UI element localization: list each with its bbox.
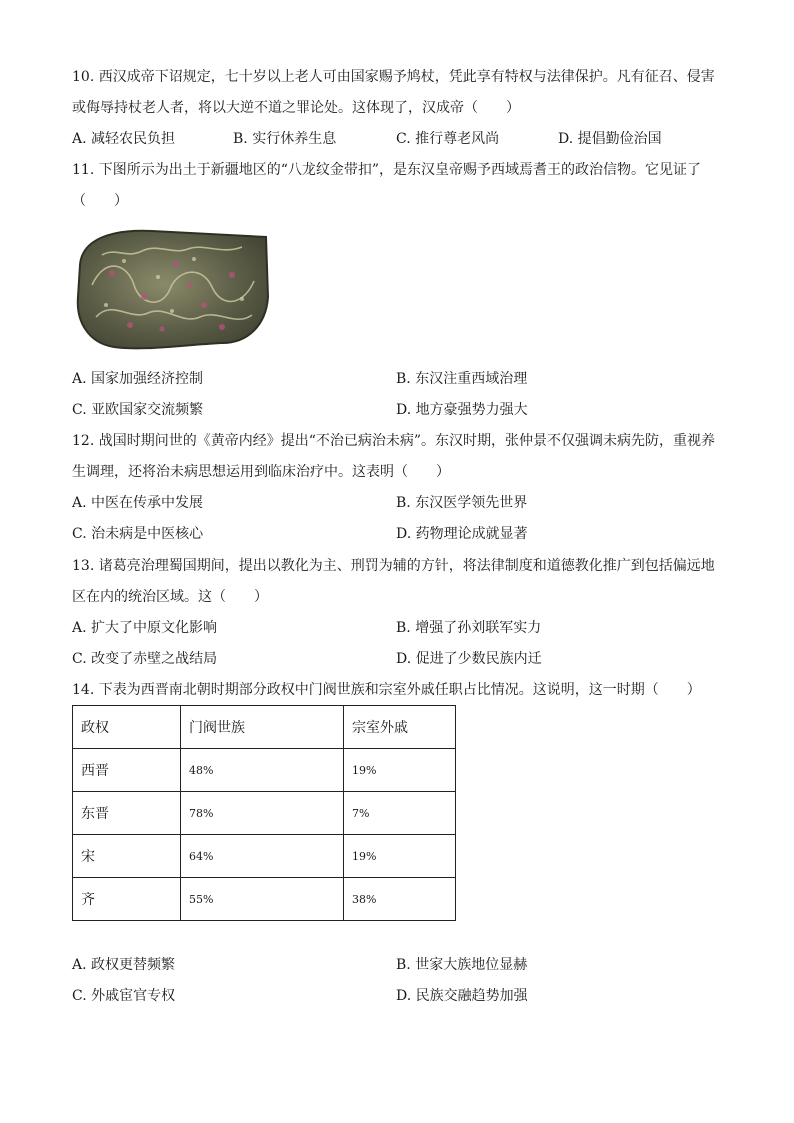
q13-option-d[interactable]: D. 促进了少数民族内迁 [396, 651, 542, 667]
table-cell-value: 38% [344, 878, 456, 921]
q10-option-b[interactable]: B. 实行休养生息 [233, 131, 337, 147]
q14-option-c[interactable]: C. 外戚宦官专权 [72, 988, 176, 1004]
q13-option-c[interactable]: C. 改变了赤壁之战结局 [72, 651, 218, 667]
table-cell-regime: 宋 [73, 835, 181, 878]
table-cell-value: 19% [344, 835, 456, 878]
q10-option-c[interactable]: C. 推行尊老风尚 [396, 131, 500, 147]
q12-stem-line-1: 12. 战国时期问世的《黄帝内经》提出“不治已病治未病”。东汉时期，张仲景不仅强调未病先防，重视养 [72, 433, 716, 449]
q11-option-d[interactable]: D. 地方豪强势力强大 [396, 402, 528, 418]
q13-option-a[interactable]: A. 扩大了中原文化影响 [72, 620, 218, 636]
table-header-cell: 门阀世族 [181, 706, 344, 749]
q13-option-b[interactable]: B. 增强了孙刘联军实力 [396, 620, 542, 636]
table-cell-value: 55% [181, 878, 344, 921]
q11-stem-line-1: 11. 下图所示为出土于新疆地区的“八龙纹金带扣”，是东汉皇帝赐予西域焉耆王的政治信物。它见证了 [72, 162, 702, 178]
table-row [73, 878, 456, 921]
q10-stem-line-1: 10. 西汉成帝下诏规定，七十岁以上老人可由国家赐予鸠杖，凭此享有特权与法律保护。凡有征召、侵害 [72, 69, 715, 85]
q10-option-d[interactable]: D. 提倡勤俭治国 [558, 131, 662, 147]
q11-option-b[interactable]: B. 东汉注重西域治理 [396, 371, 528, 387]
officials-ratio-table [72, 705, 456, 921]
table-cell-value: 7% [344, 792, 456, 835]
q12-option-b[interactable]: B. 东汉医学领先世界 [396, 495, 528, 511]
q12-stem-line-2: 生调理，还将治未病思想运用到临床治疗中。这表明（ ） [72, 464, 450, 480]
q12-option-a[interactable]: A. 中医在传承中发展 [72, 495, 204, 511]
table-cell-value: 64% [181, 835, 344, 878]
q12-option-c[interactable]: C. 治未病是中医核心 [72, 526, 204, 542]
q10-option-a[interactable]: A. 减轻农民负担 [72, 131, 176, 147]
table-cell-regime: 齐 [73, 878, 181, 921]
q14-option-b[interactable]: B. 世家大族地位显赫 [396, 957, 528, 973]
q11-option-a[interactable]: A. 国家加强经济控制 [72, 371, 204, 387]
table-cell-regime: 东晋 [73, 792, 181, 835]
q13-stem-line-1: 13. 诸葛亮治理蜀国期间，提出以教化为主、刑罚为辅的方针，将法律制度和道德教化推广到包括偏远地 [72, 558, 715, 574]
q13-stem-line-2: 区在内的统治区域。这（ ） [72, 589, 268, 605]
q11-option-c[interactable]: C. 亚欧国家交流频繁 [72, 402, 204, 418]
q14-stem-line-1: 14. 下表为西晋南北朝时期部分政权中门阀世族和宗室外戚任职占比情况。这说明，这一时期（ ） [72, 682, 701, 698]
table-cell-value: 78% [181, 792, 344, 835]
table-cell-value: 19% [344, 749, 456, 792]
gold-belt-buckle-image [72, 225, 272, 355]
q10-stem-line-2: 或侮辱持杖老人者，将以大逆不道之罪论处。这体现了，汉成帝（ ） [72, 100, 520, 116]
q11-stem-line-2: （ ） [72, 193, 128, 209]
table-row [73, 749, 456, 792]
table-header-cell: 宗室外戚 [344, 706, 456, 749]
q14-option-a[interactable]: A. 政权更替频繁 [72, 957, 176, 973]
table-header-row [73, 706, 456, 749]
table-header-cell: 政权 [73, 706, 181, 749]
q12-option-d[interactable]: D. 药物理论成就显著 [396, 526, 528, 542]
q14-option-d[interactable]: D. 民族交融趋势加强 [396, 988, 528, 1004]
table-cell-regime: 西晋 [73, 749, 181, 792]
table-row [73, 792, 456, 835]
table-row [73, 835, 456, 878]
table-cell-value: 48% [181, 749, 344, 792]
